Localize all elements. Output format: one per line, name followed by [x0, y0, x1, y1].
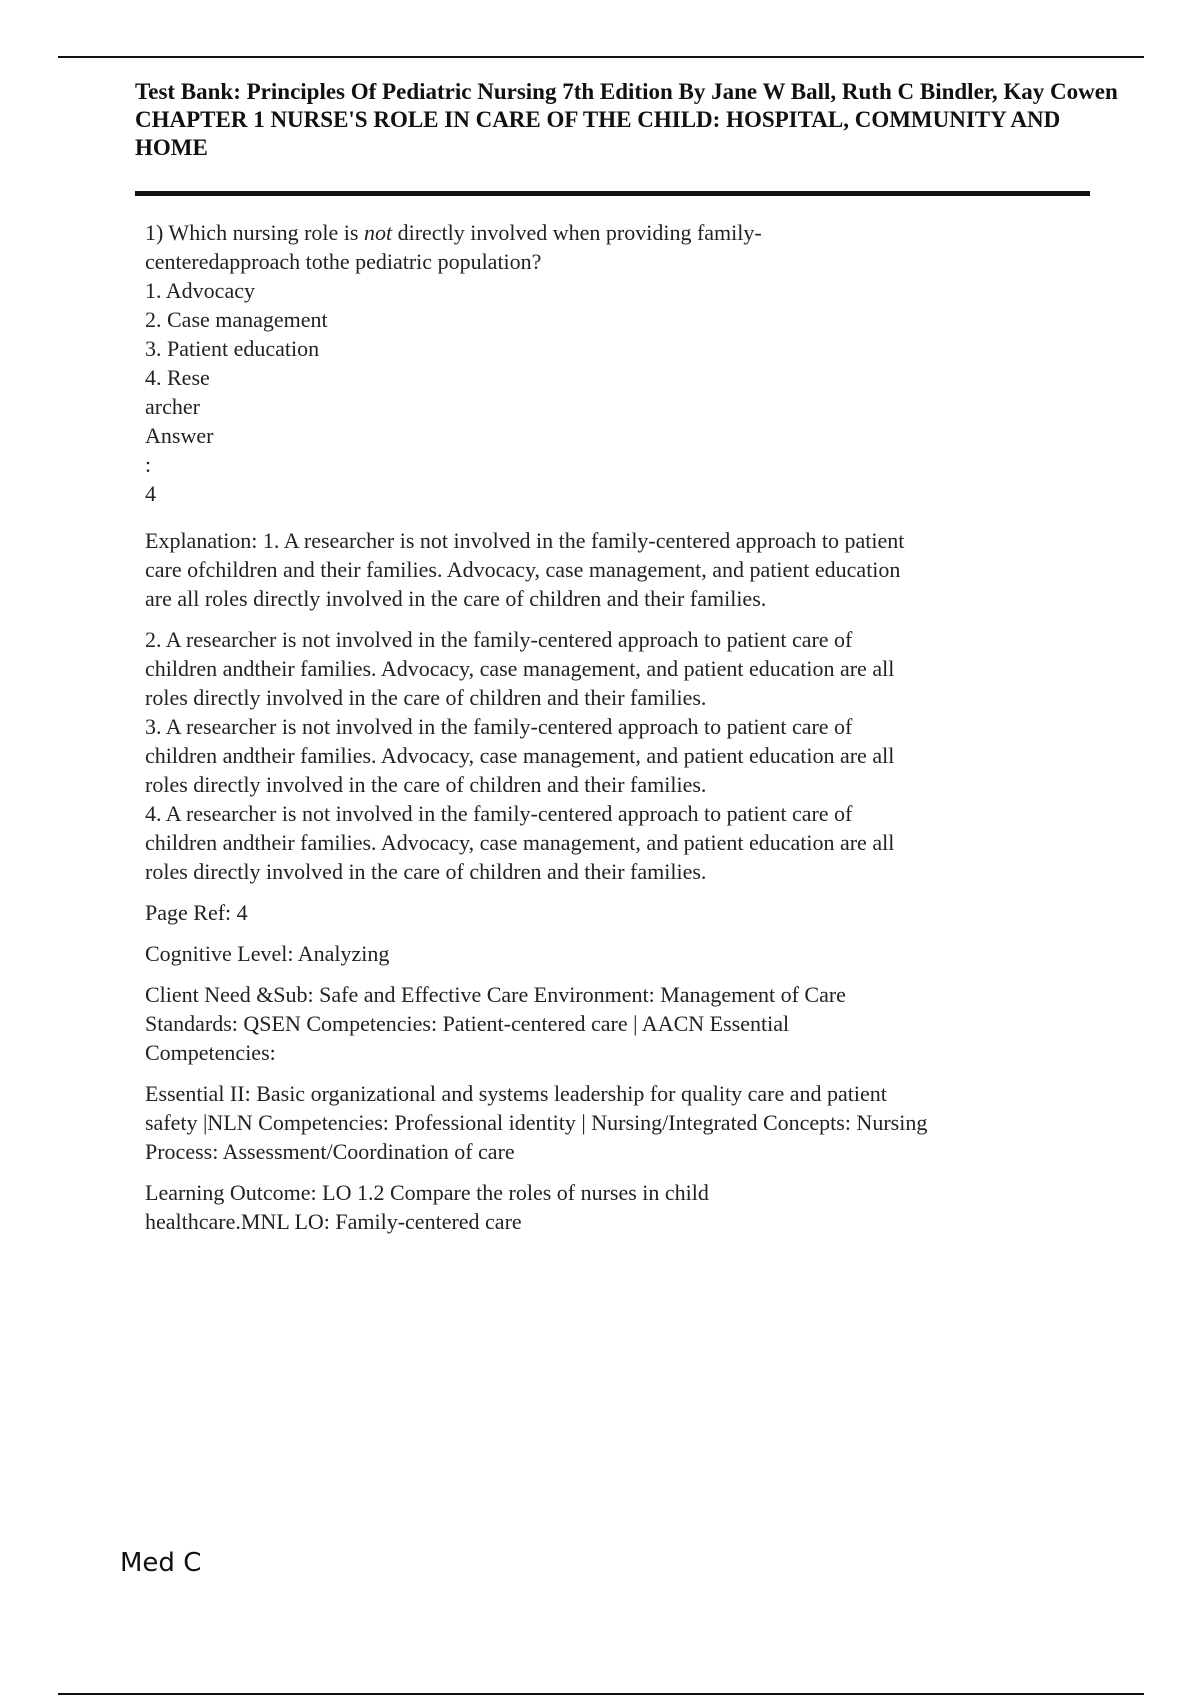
explanation-1-line-2: care ofchildren and their families. Advocacy, case management, and patient education	[145, 557, 901, 582]
option-3: 3. Patient education	[145, 336, 320, 361]
page-ref: Page Ref: 4	[145, 900, 248, 925]
option-4-wrap: archer	[145, 394, 200, 419]
client-need	[145, 980, 1015, 1067]
document-title: Test Bank: Principles Of Pediatric Nursing 7th Edition By Jane W Ball, Ruth C Bindler, Kay Cowen	[135, 79, 1118, 104]
option-1: 1. Advocacy	[145, 278, 255, 303]
answer-options	[145, 276, 1015, 421]
top-page-rule	[58, 56, 1144, 58]
essential-competencies	[145, 1079, 1015, 1166]
explanation-1-line-3: are all roles directly involved in the care of children and their families.	[145, 586, 767, 611]
header-underline	[135, 191, 1090, 196]
essential-line-2: safety |NLN Competencies: Professional identity | Nursing/Integrated Concepts: Nursing	[145, 1110, 928, 1135]
chapter-title: CHAPTER 1 NURSE'S ROLE IN CARE OF THE CHILD: HOSPITAL, COMMUNITY AND HOME	[135, 107, 1061, 160]
option-4: 4. Rese	[145, 365, 210, 390]
client-need-line-3: Competencies:	[145, 1040, 276, 1065]
answer-label: Answer	[145, 423, 214, 448]
explanation-3	[145, 712, 1015, 799]
explanation-4-line-2: children andtheir families. Advocacy, case management, and patient education are all	[145, 830, 895, 855]
learning-outcome-line-2: healthcare.MNL LO: Family-centered care	[145, 1209, 522, 1234]
explanation-4-line-1: 4. A researcher is not involved in the family-centered approach to patient care of	[145, 801, 853, 826]
answer-value: 4	[145, 481, 156, 506]
answer-colon: :	[145, 452, 152, 477]
explanation-3-line-3: roles directly involved in the care of children and their families.	[145, 772, 707, 797]
question-content	[145, 218, 1015, 1236]
explanation-1	[145, 526, 1015, 613]
question-suffix: directly involved when providing family-	[392, 220, 762, 245]
option-2: 2. Case management	[145, 307, 328, 332]
explanation-2-line-3: roles directly involved in the care of children and their families.	[145, 685, 707, 710]
client-need-line-1: Client Need &Sub: Safe and Effective Care Environment: Management of Care	[145, 982, 846, 1007]
learning-outcome-line-1: Learning Outcome: LO 1.2 Compare the roles of nurses in child	[145, 1180, 709, 1205]
explanation-2-line-2: children andtheir families. Advocacy, case management, and patient education are all	[145, 656, 895, 681]
question-prefix: 1) Which nursing role is	[145, 220, 364, 245]
client-need-line-2: Standards: QSEN Competencies: Patient-centered care | AACN Essential	[145, 1011, 790, 1036]
question-emphasis: not	[363, 220, 393, 245]
explanation-2	[145, 625, 1015, 712]
document-header	[135, 78, 1120, 162]
explanation-4-line-3: roles directly involved in the care of children and their families.	[145, 859, 707, 884]
question-line-2: centeredapproach tothe pediatric population?	[145, 249, 542, 274]
bottom-page-rule	[58, 1693, 1144, 1695]
essential-line-3: Process: Assessment/Coordination of care	[145, 1139, 515, 1164]
essential-line-1: Essential II: Basic organizational and systems leadership for quality care and patient	[145, 1081, 887, 1106]
explanation-4	[145, 799, 1015, 886]
question-stem	[145, 218, 845, 276]
explanation-3-line-2: children andtheir families. Advocacy, case management, and patient education are all	[145, 743, 895, 768]
learning-outcome	[145, 1178, 1015, 1236]
explanation-2-line-1: 2. A researcher is not involved in the family-centered approach to patient care of	[145, 627, 853, 652]
answer-block	[145, 421, 1015, 508]
explanation-1-line-1: Explanation: 1. A researcher is not involved in the family-centered approach to patient	[145, 528, 905, 553]
explanation-3-line-1: 3. A researcher is not involved in the family-centered approach to patient care of	[145, 714, 853, 739]
cognitive-level: Cognitive Level: Analyzing	[145, 941, 390, 966]
footer-label: Med C	[120, 1548, 202, 1578]
